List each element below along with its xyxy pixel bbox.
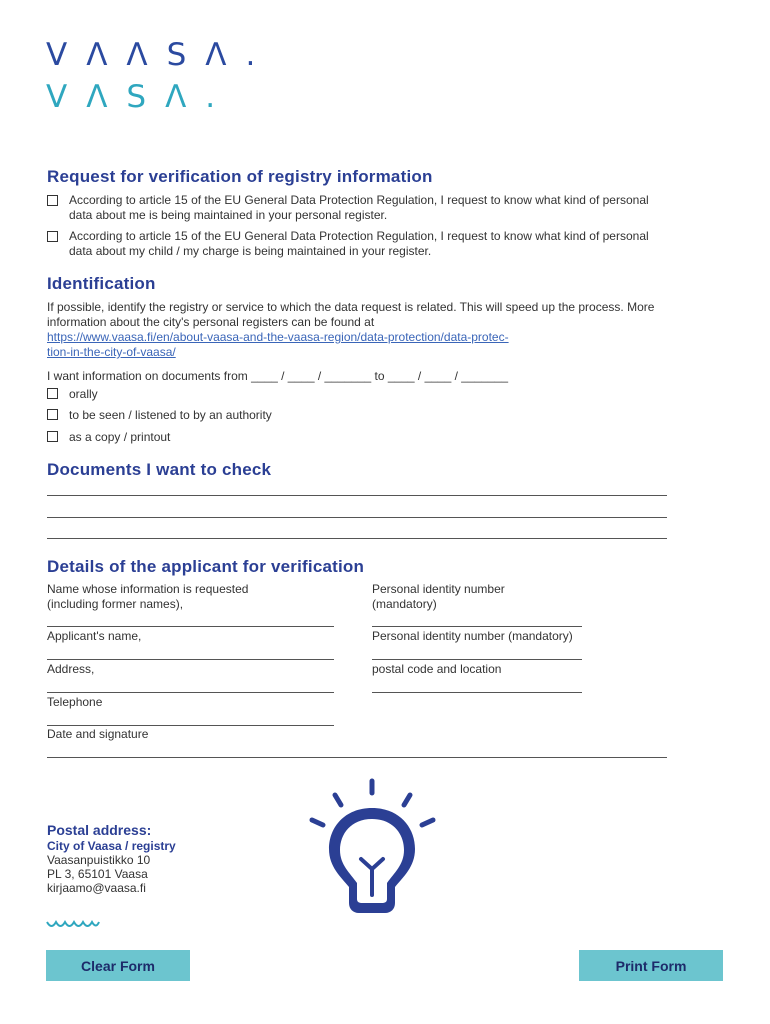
name-requested-field[interactable]	[47, 626, 334, 627]
checkbox-orally[interactable]	[47, 388, 58, 399]
date-signature-label: Date and signature	[47, 727, 149, 741]
pin-label	[372, 582, 505, 612]
vasa-logo-swedish: VΛSΛ.	[46, 79, 235, 115]
date-signature-field[interactable]	[47, 757, 667, 758]
postal-pobox: PL 3, 65101 Vaasa	[47, 867, 148, 881]
documents-line-1[interactable]	[47, 495, 667, 496]
pin-mandatory-label: Personal identity number (mandatory)	[372, 629, 573, 643]
postal-code-field[interactable]	[372, 692, 582, 693]
postal-code-label: postal code and location	[372, 662, 502, 676]
checkbox-request-self[interactable]	[47, 195, 58, 206]
postal-street: Vaasanpuistikko 10	[47, 853, 151, 867]
identification-intro: If possible, identify the registry or service to which the data request is related. This will speed up the process. More information about the city's personal registers can be found at	[47, 300, 655, 329]
postal-title: Postal address:	[47, 822, 152, 838]
checkbox-seen[interactable]	[47, 409, 58, 420]
vaasa-logo-finnish: VΛΛSΛ.	[46, 37, 275, 73]
privacy-link-line2: tion-in-the-city-of-vaasa/	[47, 345, 176, 359]
name-requested-line2: (including former names),	[47, 597, 184, 611]
applicant-name-label: Applicant's name,	[47, 629, 142, 643]
pin-mandatory-field[interactable]	[372, 659, 582, 660]
seen-label: to be seen / listened to by an authority	[69, 408, 272, 422]
postal-email: kirjaamo@vaasa.fi	[47, 881, 146, 895]
privacy-link-line1: https://www.vaasa.fi/en/about-vaasa-and-the-vaasa-region/data-protection/data-protec-	[47, 330, 509, 344]
request-self-label: According to article 15 of the EU General Data Protection Regulation, I request to know what kind of personal data about me is being maintained in your personal register.	[69, 193, 649, 222]
name-requested-line1: Name whose information is requested	[47, 582, 249, 596]
checkbox-request-child[interactable]	[47, 231, 58, 242]
lightbulb-icon	[305, 775, 440, 925]
telephone-label: Telephone	[47, 695, 103, 709]
request-child-label: According to article 15 of the EU General Data Protection Regulation, I request to know what kind of personal data about my child / my charge is being maintained in your register.	[69, 229, 649, 258]
pin-field[interactable]	[372, 626, 582, 627]
pin-line1: Personal identity number	[372, 582, 505, 596]
applicant-title: Details of the applicant for verification	[47, 557, 365, 576]
request-title: Request for verification of registry information	[47, 167, 433, 186]
documents-line-3[interactable]	[47, 538, 667, 539]
print-form-button[interactable]: Print Form	[579, 950, 723, 981]
documents-title: Documents I want to check	[47, 460, 272, 479]
address-label: Address,	[47, 662, 95, 676]
copy-label: as a copy / printout	[69, 430, 171, 444]
clear-form-button[interactable]: Clear Form	[46, 950, 190, 981]
name-requested-label	[47, 582, 248, 612]
postal-city: City of Vaasa / registry	[47, 839, 176, 853]
address-field[interactable]	[47, 692, 334, 693]
dates-line[interactable]: I want information on documents from ____ / ____ / _______ to ____ / ____ / _______	[47, 369, 508, 383]
privacy-link[interactable]	[47, 330, 509, 360]
checkbox-copy[interactable]	[47, 431, 58, 442]
orally-label: orally	[69, 387, 98, 401]
identification-title: Identification	[47, 274, 156, 293]
applicant-name-field[interactable]	[47, 659, 334, 660]
documents-line-2[interactable]	[47, 517, 667, 518]
wave-icon	[46, 918, 100, 930]
pin-line2: (mandatory)	[372, 597, 437, 611]
telephone-field[interactable]	[47, 725, 334, 726]
